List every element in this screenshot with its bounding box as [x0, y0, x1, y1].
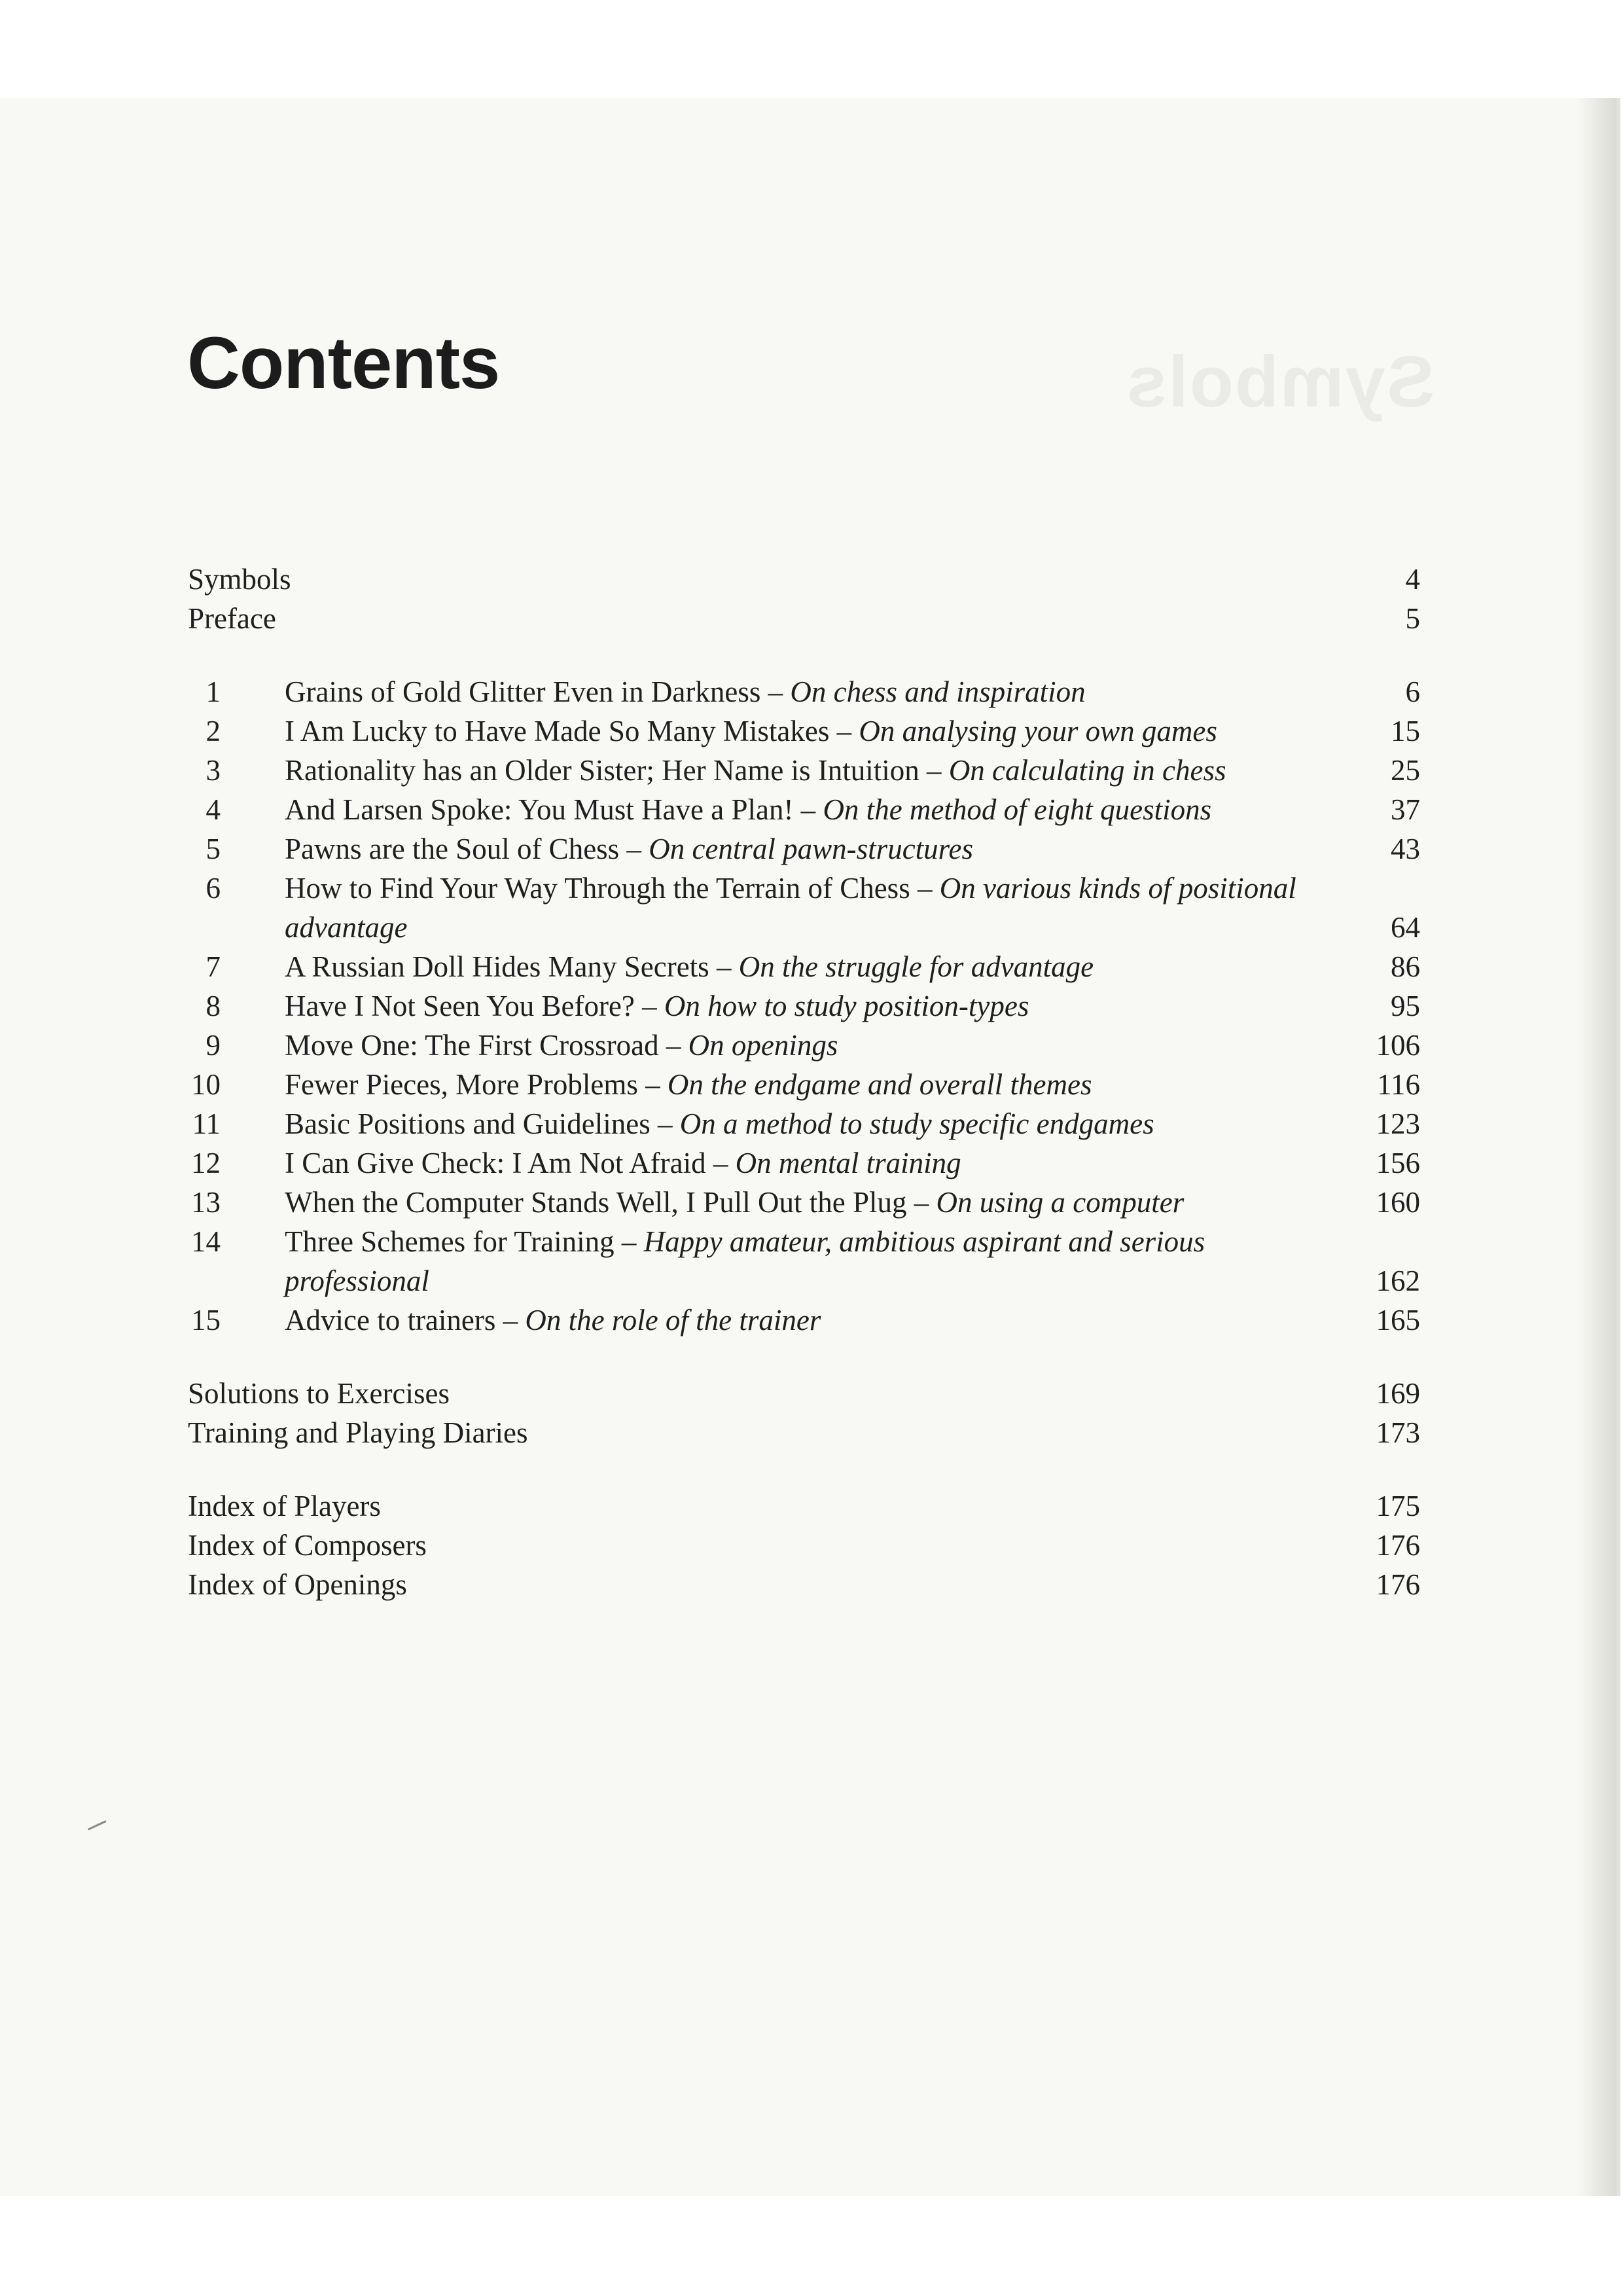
chapter-subtitle: On how to study position-types	[664, 990, 1029, 1022]
section-gap	[188, 638, 1420, 672]
chapter-title: Basic Positions and Guidelines –	[285, 1107, 680, 1140]
chapter-subtitle: On chess and inspiration	[790, 675, 1086, 708]
toc-chapter-9[interactable]	[188, 1026, 1420, 1065]
chapter-subtitle: On analysing your own games	[859, 715, 1217, 747]
chapter-title: And Larsen Spoke: You Must Have a Plan! –	[285, 793, 823, 826]
chapter-title: Advice to trainers –	[285, 1304, 526, 1336]
toc-entry-index-openings[interactable]	[188, 1565, 1420, 1604]
toc-chapter-5[interactable]	[188, 829, 1420, 869]
chapter-page: 43	[1391, 833, 1420, 865]
toc-entry-label: Index of Openings	[188, 1568, 407, 1601]
chapter-number: 13	[191, 1186, 221, 1219]
chapter-number: 1	[205, 675, 221, 708]
section-gap	[188, 1452, 1420, 1486]
toc-chapter-13[interactable]	[188, 1183, 1420, 1222]
chapter-number: 10	[191, 1068, 221, 1101]
toc-chapter-11[interactable]	[188, 1104, 1420, 1143]
chapter-page: 86	[1391, 950, 1420, 983]
chapter-title: I Can Give Check: I Am Not Afraid –	[285, 1147, 736, 1179]
chapter-page: 106	[1376, 1029, 1420, 1062]
toc-entry-page: 4	[1405, 563, 1420, 596]
chapter-number: 8	[205, 990, 221, 1022]
chapter-title: Fewer Pieces, More Problems –	[285, 1068, 668, 1101]
chapter-page: 95	[1391, 990, 1420, 1022]
chapter-subtitle: On the endgame and overall themes	[667, 1068, 1092, 1101]
chapter-subtitle: On various kinds of positional advantage	[285, 872, 1296, 944]
chapter-page: 162	[1376, 1265, 1420, 1297]
chapter-number: 6	[205, 872, 221, 905]
chapter-number: 14	[191, 1225, 221, 1258]
toc-chapter-12[interactable]	[188, 1143, 1420, 1183]
chapter-page: 37	[1391, 793, 1420, 826]
chapter-number: 7	[205, 950, 221, 983]
toc-entry-index-players[interactable]	[188, 1486, 1420, 1526]
toc-entry-page: 176	[1376, 1529, 1420, 1562]
chapters-section	[188, 672, 1420, 1340]
section-gap	[188, 1340, 1420, 1374]
chapter-page: 64	[1391, 911, 1420, 944]
chapter-number: 15	[191, 1304, 221, 1336]
chapter-page: 25	[1391, 754, 1420, 787]
chapter-page: 15	[1391, 715, 1420, 747]
chapter-title: Move One: The First Crossroad –	[285, 1029, 688, 1062]
chapter-page: 116	[1377, 1068, 1420, 1101]
toc-entry-label: Preface	[188, 602, 276, 635]
chapter-number: 2	[205, 715, 221, 747]
chapter-title: When the Computer Stands Well, I Pull Out the Plug –	[285, 1186, 936, 1219]
page-edge-shadow	[1577, 98, 1616, 2196]
toc-chapter-1[interactable]	[188, 672, 1420, 711]
chapter-title: How to Find Your Way Through the Terrain of Chess –	[285, 872, 940, 905]
toc-chapter-3[interactable]	[188, 751, 1420, 790]
chapter-subtitle: On openings	[688, 1029, 838, 1062]
table-of-contents	[188, 560, 1420, 1604]
toc-entry-index-composers[interactable]	[188, 1526, 1420, 1565]
chapter-title: Rationality has an Older Sister; Her Name is Intuition –	[285, 754, 949, 787]
chapter-number: 3	[205, 754, 221, 787]
chapter-title: Three Schemes for Training –	[285, 1225, 644, 1258]
chapter-subtitle: On calculating in chess	[948, 754, 1226, 787]
chapter-title: I Am Lucky to Have Made So Many Mistakes –	[285, 715, 859, 747]
toc-entry-page: 176	[1376, 1568, 1420, 1601]
chapter-page: 160	[1376, 1186, 1420, 1219]
toc-entry-page: 173	[1376, 1416, 1420, 1449]
chapter-number: 11	[192, 1107, 221, 1140]
chapter-title: Pawns are the Soul of Chess –	[285, 833, 649, 865]
index-section	[188, 1486, 1420, 1604]
toc-entry-page: 5	[1405, 602, 1420, 635]
chapter-page: 123	[1376, 1107, 1420, 1140]
toc-chapter-4[interactable]	[188, 790, 1420, 829]
chapter-page: 156	[1376, 1147, 1420, 1179]
toc-entry-page: 175	[1376, 1490, 1420, 1522]
front-matter-section	[188, 560, 1420, 638]
chapter-subtitle: On mental training	[735, 1147, 961, 1179]
chapter-page: 6	[1405, 675, 1420, 708]
toc-chapter-14[interactable]	[188, 1222, 1420, 1300]
toc-chapter-7[interactable]	[188, 947, 1420, 986]
toc-chapter-2[interactable]	[188, 711, 1420, 751]
chapter-number: 9	[205, 1029, 221, 1062]
chapter-subtitle: Happy amateur, ambitious aspirant and serious professional	[285, 1225, 1205, 1297]
page-title: Contents	[187, 322, 500, 404]
back-matter-section	[188, 1374, 1420, 1452]
chapter-subtitle: On the role of the trainer	[525, 1304, 821, 1336]
chapter-title: A Russian Doll Hides Many Secrets –	[285, 950, 739, 983]
toc-entry-preface[interactable]	[188, 599, 1420, 638]
chapter-title: Have I Not Seen You Before? –	[285, 990, 664, 1022]
chapter-number: 5	[205, 833, 221, 865]
toc-entry-symbols[interactable]	[188, 560, 1420, 599]
bleed-through-text: Symbols	[1126, 342, 1435, 422]
toc-entry-page: 169	[1376, 1377, 1420, 1410]
toc-entry-diaries[interactable]	[188, 1413, 1420, 1452]
toc-entry-solutions[interactable]	[188, 1374, 1420, 1413]
toc-entry-label: Training and Playing Diaries	[188, 1416, 528, 1449]
toc-chapter-8[interactable]	[188, 986, 1420, 1026]
chapter-title: Grains of Gold Glitter Even in Darkness –	[285, 675, 791, 708]
toc-chapter-15[interactable]	[188, 1300, 1420, 1340]
toc-entry-label: Symbols	[188, 563, 291, 596]
toc-entry-label: Index of Composers	[188, 1529, 427, 1562]
chapter-page: 165	[1376, 1304, 1420, 1336]
toc-entry-label: Index of Players	[188, 1490, 381, 1522]
chapter-subtitle: On the struggle for advantage	[738, 950, 1094, 983]
chapter-subtitle: On central pawn-structures	[649, 833, 973, 865]
chapter-subtitle: On using a computer	[936, 1186, 1185, 1219]
toc-entry-label: Solutions to Exercises	[188, 1377, 450, 1410]
chapter-subtitle: On a method to study specific endgames	[679, 1107, 1154, 1140]
chapter-number: 4	[205, 793, 221, 826]
toc-chapter-6[interactable]	[188, 869, 1420, 947]
chapter-number: 12	[191, 1147, 221, 1179]
toc-chapter-10[interactable]	[188, 1065, 1420, 1104]
chapter-subtitle: On the method of eight questions	[823, 793, 1212, 826]
